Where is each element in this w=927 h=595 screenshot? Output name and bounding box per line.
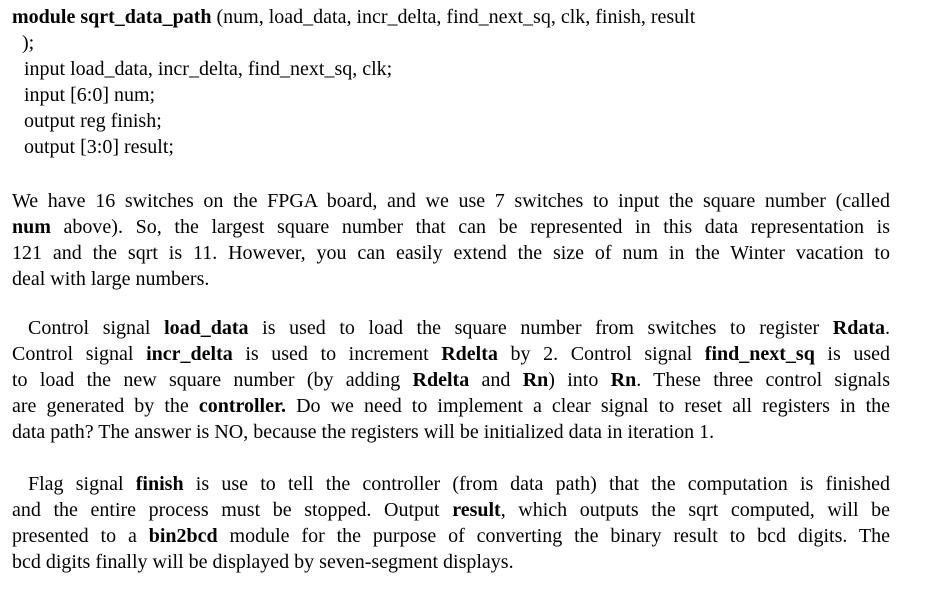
term-incr-delta: incr_delta (146, 343, 233, 365)
text-run: above). So, the largest square number that can be represented in this data representation is (50, 216, 890, 238)
term-num: num (12, 216, 51, 238)
text-line (12, 214, 890, 240)
text-run: are generated by the (12, 395, 199, 417)
text-run: is used (814, 343, 891, 365)
term-result: result (452, 499, 501, 521)
text-run: by 2. Control signal (497, 343, 705, 365)
term-finish: finish (135, 473, 184, 495)
term-rdata: Rdata (832, 317, 885, 339)
output-declaration-1: output reg finish; (24, 110, 162, 132)
module-header (12, 4, 892, 30)
term-find-next-sq: find_next_sq (704, 343, 815, 365)
text-run: and the entire process must be stopped. Output (12, 499, 453, 521)
term-rdelta: Rdelta (412, 369, 470, 391)
term-bin2bcd: bin2bcd (148, 525, 218, 547)
close-paren: ); (22, 32, 35, 54)
paragraph-switches (12, 188, 890, 292)
port-list: (num, load_data, incr_delta, find_next_sq, clk, finish, result (216, 6, 696, 28)
text-run: Flag signal (28, 473, 136, 495)
module-name: sqrt_data_path (80, 6, 212, 28)
text-line: bcd digits finally will be displayed by seven-segment displays. (12, 551, 514, 573)
text-line (12, 367, 890, 393)
text-line (12, 393, 890, 419)
text-line: We have 16 switches on the FPGA board, and we use 7 switches to input the square number (called (12, 190, 890, 212)
text-run: Do we need to implement a clear signal to reset all registers in the (286, 395, 890, 417)
text-line: 121 and the sqrt is 11. However, you can easily extend the size of num in the Winter vacation to (12, 242, 890, 264)
text-run: is used to increment (232, 343, 442, 365)
text-run: ) into (548, 369, 611, 391)
text-line (12, 341, 890, 367)
text-run: is used to load the square number from switches to register (248, 317, 833, 339)
paragraph-finish-result (12, 471, 890, 575)
term-rdelta: Rdelta (441, 343, 498, 365)
term-controller: controller. (198, 395, 287, 417)
text-run: . These three control signals (636, 369, 890, 391)
text-run: presented to a (12, 525, 149, 547)
paragraph-control-signals (12, 315, 890, 445)
output-declaration-2: output [3:0] result; (24, 136, 174, 158)
text-run: and (469, 369, 523, 391)
text-run: , which outputs the sqrt computed, will be (500, 499, 890, 521)
text-line (12, 497, 890, 523)
text-run: is use to tell the controller (from data path) that the computation is finished (183, 473, 890, 495)
text-line: data path? The answer is NO, because the registers will be initialized data in iteration 1. (12, 421, 715, 443)
text-line (12, 523, 890, 549)
text-run: module for the purpose of converting the binary result to bcd digits. The (217, 525, 890, 547)
input-declaration-2: input [6:0] num; (24, 84, 156, 106)
text-run: Control signal (28, 317, 165, 339)
module-keyword: module (12, 6, 76, 28)
text-line (12, 315, 890, 341)
text-run: Control signal (12, 343, 147, 365)
text-line: deal with large numbers. (12, 268, 210, 290)
module-header-close (12, 30, 892, 56)
text-run: to load the new square number (by adding (12, 369, 413, 391)
term-load-data: load_data (164, 317, 249, 339)
term-rn: Rn (610, 369, 637, 391)
text-line (12, 471, 890, 497)
code-block (12, 4, 892, 160)
text-run: . (885, 317, 890, 339)
term-rn: Rn (522, 369, 549, 391)
input-declaration-1: input load_data, incr_delta, find_next_sq, clk; (24, 58, 393, 80)
